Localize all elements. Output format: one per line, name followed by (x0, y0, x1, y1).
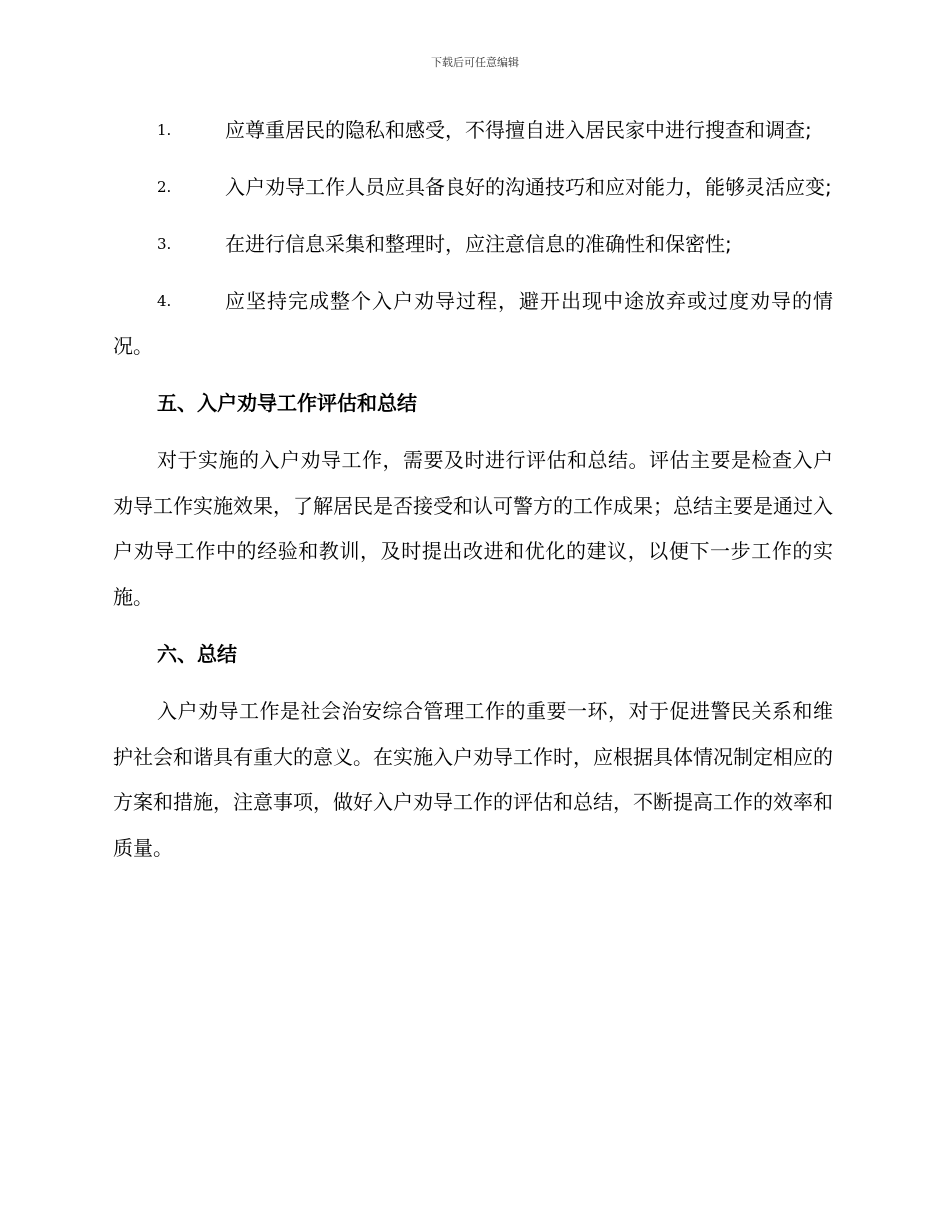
document-body (113, 108, 833, 883)
list-number: 3. (157, 235, 172, 253)
list-number: 4. (157, 292, 172, 310)
list-item (113, 279, 833, 369)
list-item-text: 入户劝导工作人员应具备良好的沟通技巧和应对能力，能够灵活应变; (225, 175, 832, 199)
section-6-paragraph: 入户劝导工作是社会治安综合管理工作的重要一环，对于促进警民关系和维护社会和谐具有重大的意义。在实施入户劝导工作时，应根据具体情况制定相应的方案和措施，注意事项，做好入户劝导工作的评估和总结，不断提高工作的效率和质量。 (113, 699, 833, 860)
list-number: 1. (157, 121, 172, 139)
list-item-text: 应坚持完成整个入户劝导过程，避开出现中途放弃或过度劝导的情况。 (113, 289, 833, 358)
list-item (113, 165, 833, 210)
section-5-heading: 五、入户劝导工作评估和总结 (157, 391, 417, 415)
list-item (113, 222, 833, 267)
list-item (113, 108, 833, 153)
section-6-heading: 六、总结 (157, 642, 237, 666)
list-item-text: 应尊重居民的隐私和感受，不得擅自进入居民家中进行搜查和调查; (225, 118, 812, 142)
section-5-paragraph: 对于实施的入户劝导工作，需要及时进行评估和总结。评估主要是检查入户劝导工作实施效果，了解居民是否接受和认可警方的工作成果；总结主要是通过入户劝导工作中的经验和教训，及时提出改进和优化的建议，以便下一步工作的实施。 (113, 448, 833, 609)
list-number: 2. (157, 178, 172, 196)
page-header: 下载后可任意编辑 (431, 56, 519, 69)
list-item-text: 在进行信息采集和整理时，应注意信息的准确性和保密性; (225, 232, 732, 256)
